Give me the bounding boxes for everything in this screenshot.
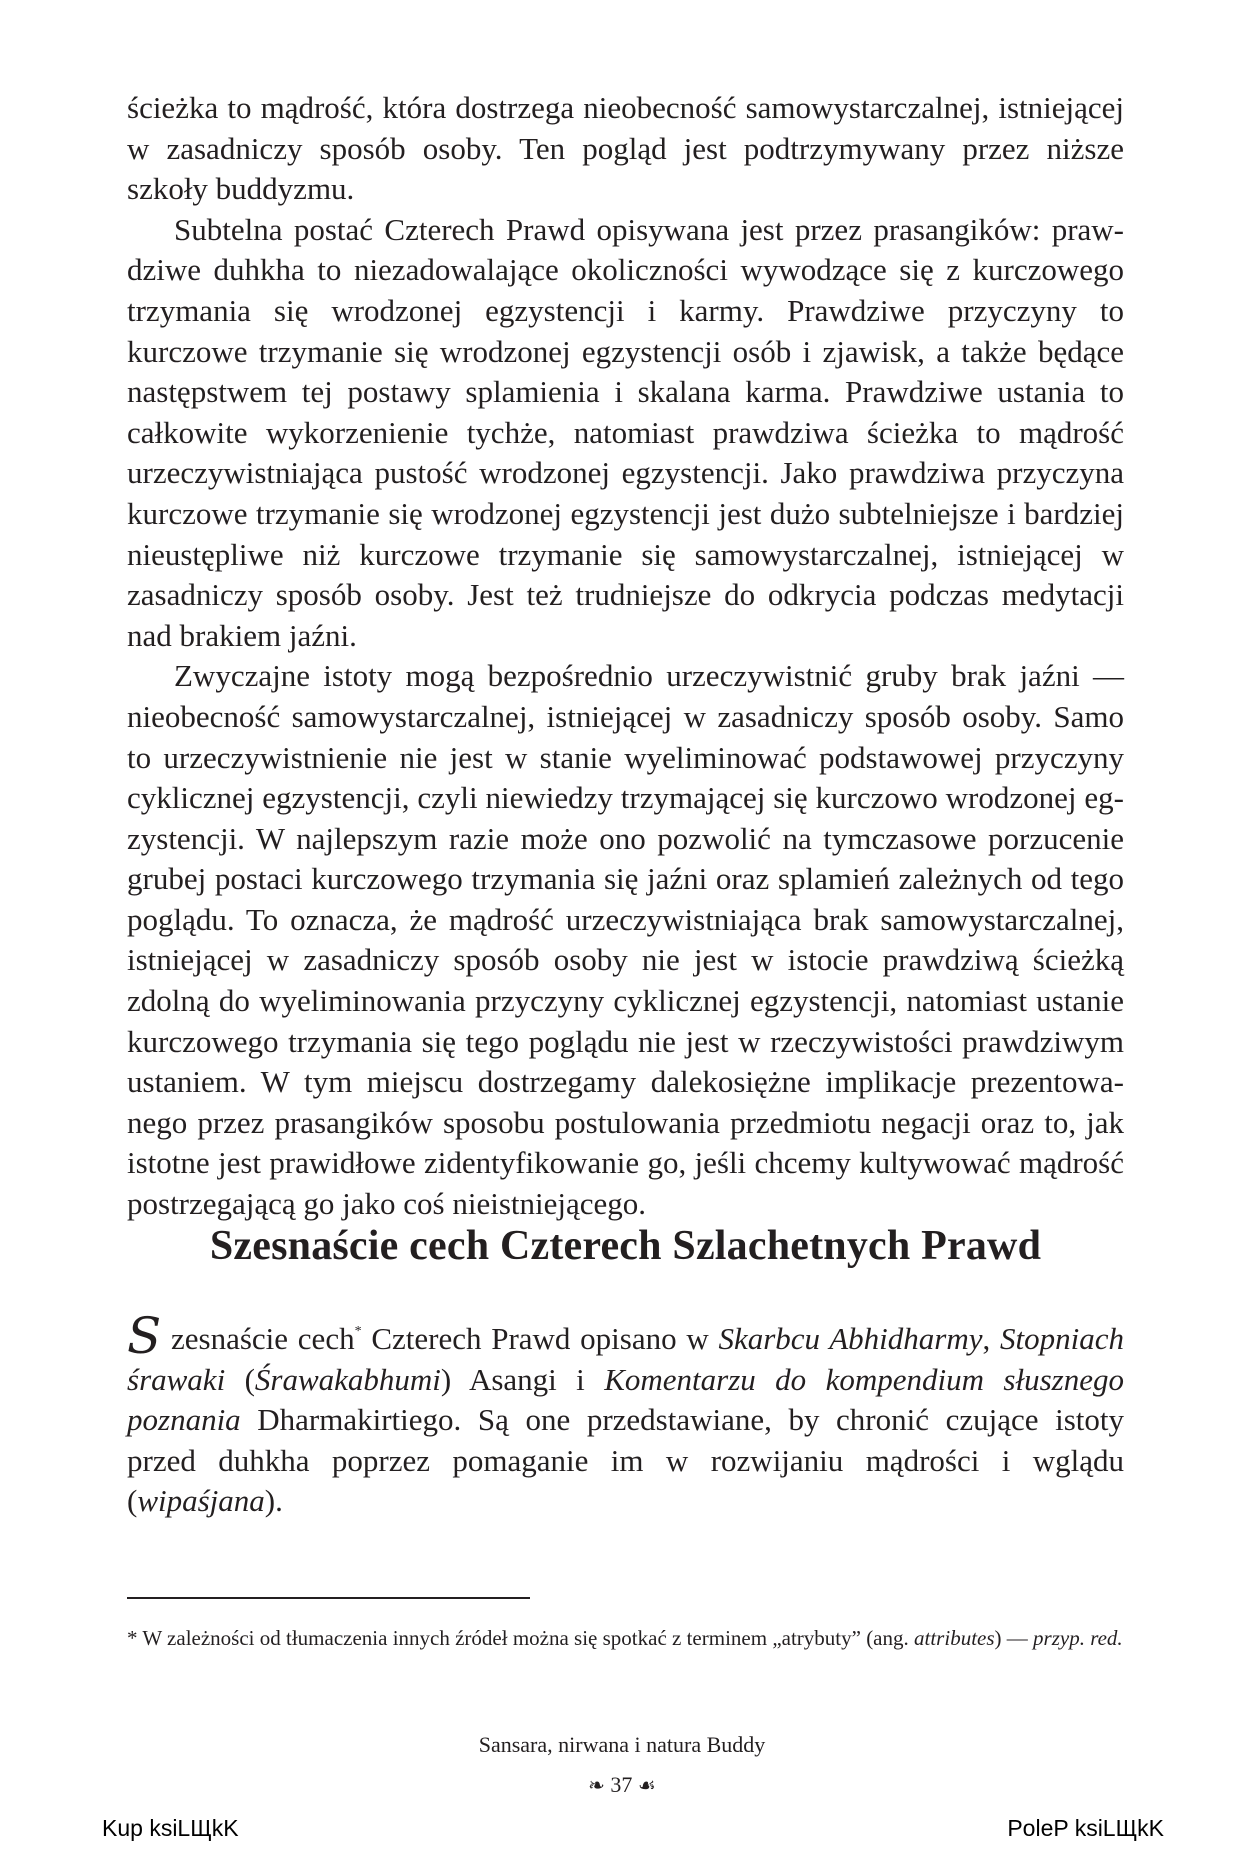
running-footer: Sansara, nirwana i natura Buddy <box>478 1732 766 1757</box>
paragraph: ścieżka to mądrość, która dostrzega nieobecność samowystarczalnej, istniejącej w zasadniczy sposób osoby. Ten pogląd jest podtrzymywany przez niższe szkoły buddyzmu. <box>127 90 1124 207</box>
page-number-line <box>0 1772 1244 1798</box>
text-run: ) Asangi i <box>440 1361 605 1397</box>
dropcap: S <box>127 1307 162 1365</box>
section-heading: Szesnaście cech Czterech Szlachetnych Prawd <box>209 1223 1042 1269</box>
buy-book-link[interactable]: Kup ksiLЩkK <box>102 1815 239 1841</box>
section-paragraph <box>127 1307 1124 1522</box>
text-run: ) — <box>994 1626 1034 1650</box>
footnote-rule <box>127 1597 530 1599</box>
paragraph: Subtelna postać Czterech Prawd opisywana jest przez prasangików: prawdziwe duhkha to niezadowalające okoliczności wywodzące się z kurczowego trzymania się wrodzonej egzystencji i karmy. Prawdziwe przyczyny to kurczowe trzymanie się wrodzonej egzystencji osób i zjawisk, a także będące następstwem tej postawy splamienia i skalana karma. Prawdziwe ustania to całkowite wykorzenienie tychże, natomiast prawdziwa ścieżka to mądrość urzeczywistniająca pustość wrodzonej egzystencji. Jako prawdziwa przyczyna kurczowe trzymanie się wrodzonej egzystencji jest dużo subtelniejsze i bardziej nieustępliwe niż kurczowe trzymanie się samowystarczalnej, istniejącej w zasadniczy sposób osoby. Jest też trudniejsze do odkrycia podczas medytacji nad brakiem jaźni. <box>127 211 1124 653</box>
text-run: Czterech Prawd opisano w <box>361 1321 719 1356</box>
ornament-right-icon: ☙ <box>637 1775 656 1797</box>
body-text <box>127 88 1124 1225</box>
page-number: 37 <box>610 1772 633 1797</box>
page-body <box>127 88 1124 1225</box>
text-run: ). <box>264 1483 283 1519</box>
paragraph: Zwyczajne istoty mogą bezpośrednio urzeczywistnić gruby brak jaźni — nieobecność samowystarczalnej, istniejącej w zasadniczy sposób osoby. Samo to urzeczywistnienie nie jest w stanie wyeliminować podstawowej przyczyny cyklicznej egzystencji, czyli niewiedzy trzymającej się kurczowo wrodzonej egzystencji. W najlepszym razie może ono pozwolić na tymczasowe porzucenie grubej postaci kurczowego trzymania się jaźni oraz splamień zależnych od tego poglądu. To oznacza, że mądrość urzeczywistniająca brak samowystarczalnej, istniejącej w zasadniczy sposób osoby nie jest w istocie prawdziwą ścieżką zdolną do wyeliminowania przyczyny cyklicznej egzystencji, natomiast ustanie kurczowego trzymania się tego poglądu nie jest w rzeczywistości prawdziwym ustaniem. W tym miejscu dostrzegamy dalekosiężne implikacje prezentowanego przez prasangików sposobu postulowania przedmiotu negacji oraz to, jak istotne jest prawidłowe zidentyfikowanie go, jeśli chcemy kultywować mądrość postrzegającą go jako coś nieistniejącego. <box>127 658 1124 1222</box>
ornament-left-icon: ❧ <box>588 1775 605 1797</box>
text-run: Dharmakirtiego. Są one przedstawiane, by chronić czujące istoty przed duhkha poprzez pomaganie im w rozwijaniu mądrości i wglądu ( <box>127 1402 1124 1519</box>
text-run: ( <box>225 1361 255 1397</box>
italic-text: Skarbcu Abhidharmy <box>718 1321 983 1356</box>
text-run: * W zależności od tłumaczenia innych źródeł można się spotkać z terminem „atrybuty” (ang. <box>127 1626 915 1650</box>
italic-text: Śrawakabhumi <box>254 1361 441 1397</box>
italic-text: attributes <box>914 1626 995 1650</box>
text-run: , <box>982 1321 1000 1356</box>
text-run: zesnaście cech <box>171 1321 355 1356</box>
italic-text: Komentarzu do kompendium słusznego poznania <box>127 1361 1124 1438</box>
recommend-book-link[interactable]: PoleP ksiLЩkK <box>1007 1815 1164 1841</box>
italic-text: przyp. red. <box>1033 1626 1123 1650</box>
footnote <box>127 1623 1124 1654</box>
italic-text: Stopniach śrawaki <box>127 1321 1124 1397</box>
italic-text: wipaśjana <box>137 1483 265 1519</box>
footnote-marker: * <box>354 1324 362 1339</box>
